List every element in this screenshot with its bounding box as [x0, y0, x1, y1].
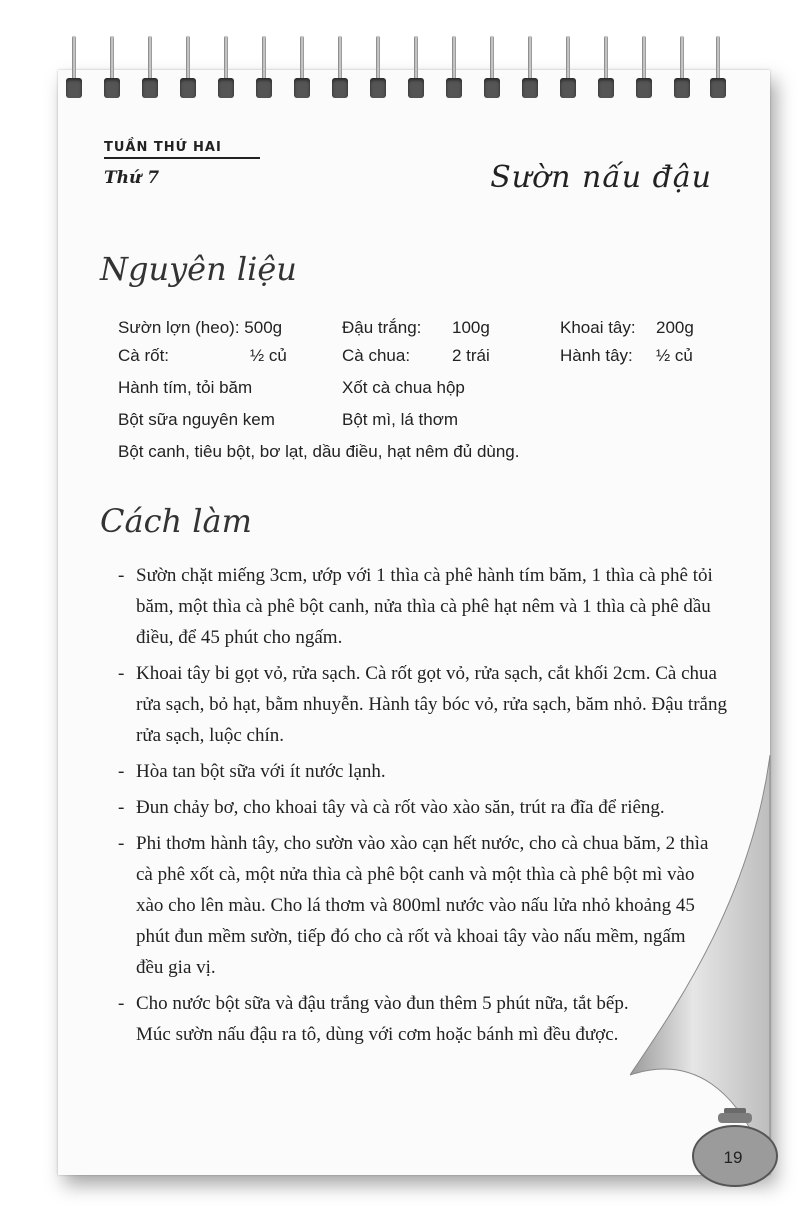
ingredient-qty: 100g	[452, 318, 490, 337]
ingredient-item: Bột mì, lá thơm	[342, 410, 459, 429]
ingredient-item: Cà chua:	[342, 346, 411, 365]
method-steps	[118, 560, 727, 1055]
ingredient-item: Cà rốt:	[118, 346, 170, 365]
method-step	[118, 658, 736, 751]
day-label: Thứ 7	[104, 168, 160, 188]
ingredient-item: Bột sữa nguyên kem	[118, 410, 275, 429]
ingredient-qty: 200g	[656, 318, 694, 337]
method-step	[118, 988, 636, 1050]
step-text: Hòa tan bột sữa với ít nước lạnh.	[136, 761, 386, 782]
ingredient-qty: ½ củ	[656, 346, 693, 365]
step-bullet: -	[118, 761, 125, 782]
spiral-binding	[0, 0, 800, 110]
step-bullet: -	[118, 993, 125, 1014]
ingredient-qty: ½ củ	[250, 346, 287, 365]
ingredient-item: Khoai tây:	[560, 318, 636, 337]
step-text: Cho nước bột sữa và đậu trắng vào đun thêm 5 phút nữa, tắt bếp. Múc sườn nấu đậu ra tô, dùng với cơm hoặc bánh mì đều được.	[136, 993, 629, 1045]
ingredient-item: Bột canh, tiêu bột, bơ lạt, dầu điều, hạt nêm đủ dùng.	[118, 442, 520, 461]
ingredient-item: Hành tím, tỏi băm	[118, 378, 253, 397]
step-bullet: -	[118, 565, 125, 586]
ingredient-item: Sườn lợn (heo): 500g	[118, 318, 283, 337]
step-bullet: -	[118, 833, 125, 854]
ingredients-title: Nguyên liệu	[100, 250, 297, 288]
step-text: Sườn chặt miếng 3cm, ướp với 1 thìa cà phê hành tím băm, 1 thìa cà phê tỏi băm, một thìa cà phê bột canh, nửa thìa cà phê hạt nêm và 1 thìa cà phê dầu điều, để 45 phút cho ngấm.	[136, 565, 713, 648]
ingredient-qty: 2 trái	[452, 346, 490, 365]
method-step	[118, 756, 718, 787]
step-bullet: -	[118, 663, 125, 684]
ingredient-item: Hành tây:	[560, 346, 633, 365]
dish-title: Sườn nấu đậu	[490, 160, 712, 195]
ingredient-item: Đậu trắng:	[342, 318, 422, 337]
method-step	[118, 560, 736, 653]
method-step	[118, 828, 716, 983]
week-label: TUẦN THỨ HAI	[104, 140, 260, 159]
step-bullet: -	[118, 797, 125, 818]
ingredient-item: Xốt cà chua hộp	[342, 378, 465, 397]
step-text: Đun chảy bơ, cho khoai tây và cà rốt vào xào săn, trút ra đĩa để riêng.	[136, 797, 665, 818]
page-number: 19	[723, 1148, 743, 1167]
method-title: Cách làm	[100, 502, 252, 540]
step-text: Phi thơm hành tây, cho sườn vào xào cạn hết nước, cho cà chua băm, 2 thìa cà phê xốt cà, một nửa thìa cà phê bột canh và một thìa cà phê bột mì vào xào cho lên màu. Cho lá thơm và 800ml nước vào nấu lửa nhỏ khoảng 45 phút đun mềm sườn, tiếp đó cho cà rốt và khoai tây vào nấu mềm, ngấm đều gia vị.	[136, 833, 709, 978]
step-text: Khoai tây bi gọt vỏ, rửa sạch. Cà rốt gọt vỏ, rửa sạch, cắt khối 2cm. Cà chua rửa sạch, bỏ hạt, bằm nhuyễn. Hành tây bóc vỏ, rửa sạch, băm nhỏ. Đậu trắng rửa sạch, luộc chín.	[136, 663, 727, 746]
